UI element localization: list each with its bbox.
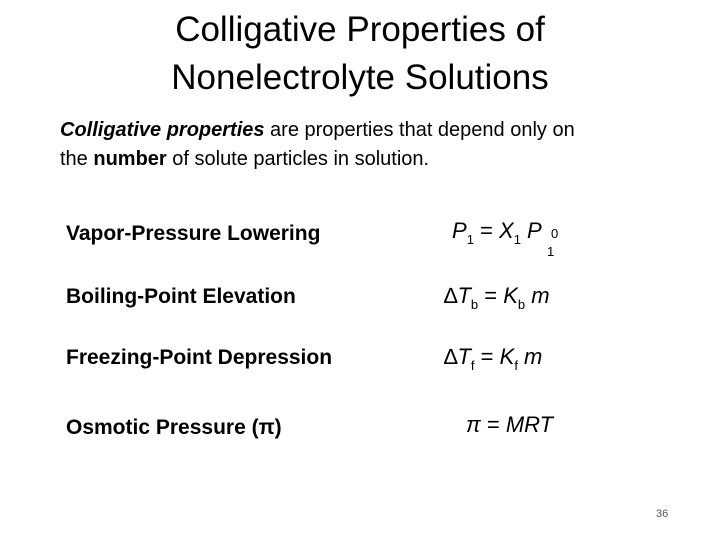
eq-subscript: f	[470, 358, 475, 373]
eq-symbol: T	[457, 344, 471, 369]
eq-subscript: 1	[513, 232, 521, 247]
eq-equals: =	[474, 344, 500, 369]
eq-symbol: P	[452, 218, 467, 243]
eq-symbol: MRT	[505, 412, 554, 437]
slide-title	[60, 6, 660, 102]
intro-line-1	[60, 116, 680, 145]
row-label-vapor-pressure: Vapor-Pressure Lowering	[66, 222, 321, 245]
intro-part-1: are properties that depend only on	[264, 119, 575, 141]
eq-equals: =	[478, 283, 504, 308]
eq-subscript: b	[470, 297, 479, 312]
intro-line-2	[60, 145, 680, 174]
eq-equals: =	[480, 412, 506, 437]
eq-symbol: P	[520, 218, 548, 243]
row-label-boiling-point: Boiling-Point Elevation	[66, 285, 296, 308]
eq-symbol: T	[457, 283, 471, 308]
row-label-freezing-point: Freezing-Point Depression	[66, 346, 333, 369]
title-line-1: Colligative Properties of	[175, 10, 545, 49]
intro-part-2: the	[60, 148, 94, 170]
equation-boiling-point	[444, 283, 550, 312]
intro-paragraph	[60, 116, 680, 174]
eq-symbol: K	[503, 283, 518, 308]
intro-term: Colligative properties	[60, 119, 265, 141]
delta-symbol: ∆	[444, 283, 458, 308]
intro-part-3: of solute particles in solution.	[166, 148, 430, 170]
eq-symbol: K	[499, 344, 515, 369]
intro-emph: number	[93, 148, 167, 170]
eq-subscript: 1	[547, 244, 555, 259]
page-number: 36	[656, 508, 669, 520]
row-label-osmotic-pressure: Osmotic Pressure (π)	[66, 416, 282, 439]
equation-vapor-pressure	[452, 218, 559, 259]
eq-superscript: 0	[551, 226, 559, 241]
eq-subscript: 1	[466, 232, 474, 247]
eq-symbol: m	[517, 344, 543, 369]
eq-subscript: b	[517, 297, 526, 312]
eq-symbol: m	[525, 283, 550, 308]
equation-osmotic-pressure	[466, 412, 553, 438]
equation-freezing-point	[444, 344, 543, 373]
eq-symbol: X	[499, 218, 514, 243]
pi-symbol: π	[466, 412, 481, 437]
eq-equals: =	[473, 218, 499, 243]
title-line-2: Nonelectrolyte Solutions	[171, 58, 549, 97]
eq-subscript: f	[514, 358, 518, 373]
delta-symbol: ∆	[444, 344, 458, 369]
